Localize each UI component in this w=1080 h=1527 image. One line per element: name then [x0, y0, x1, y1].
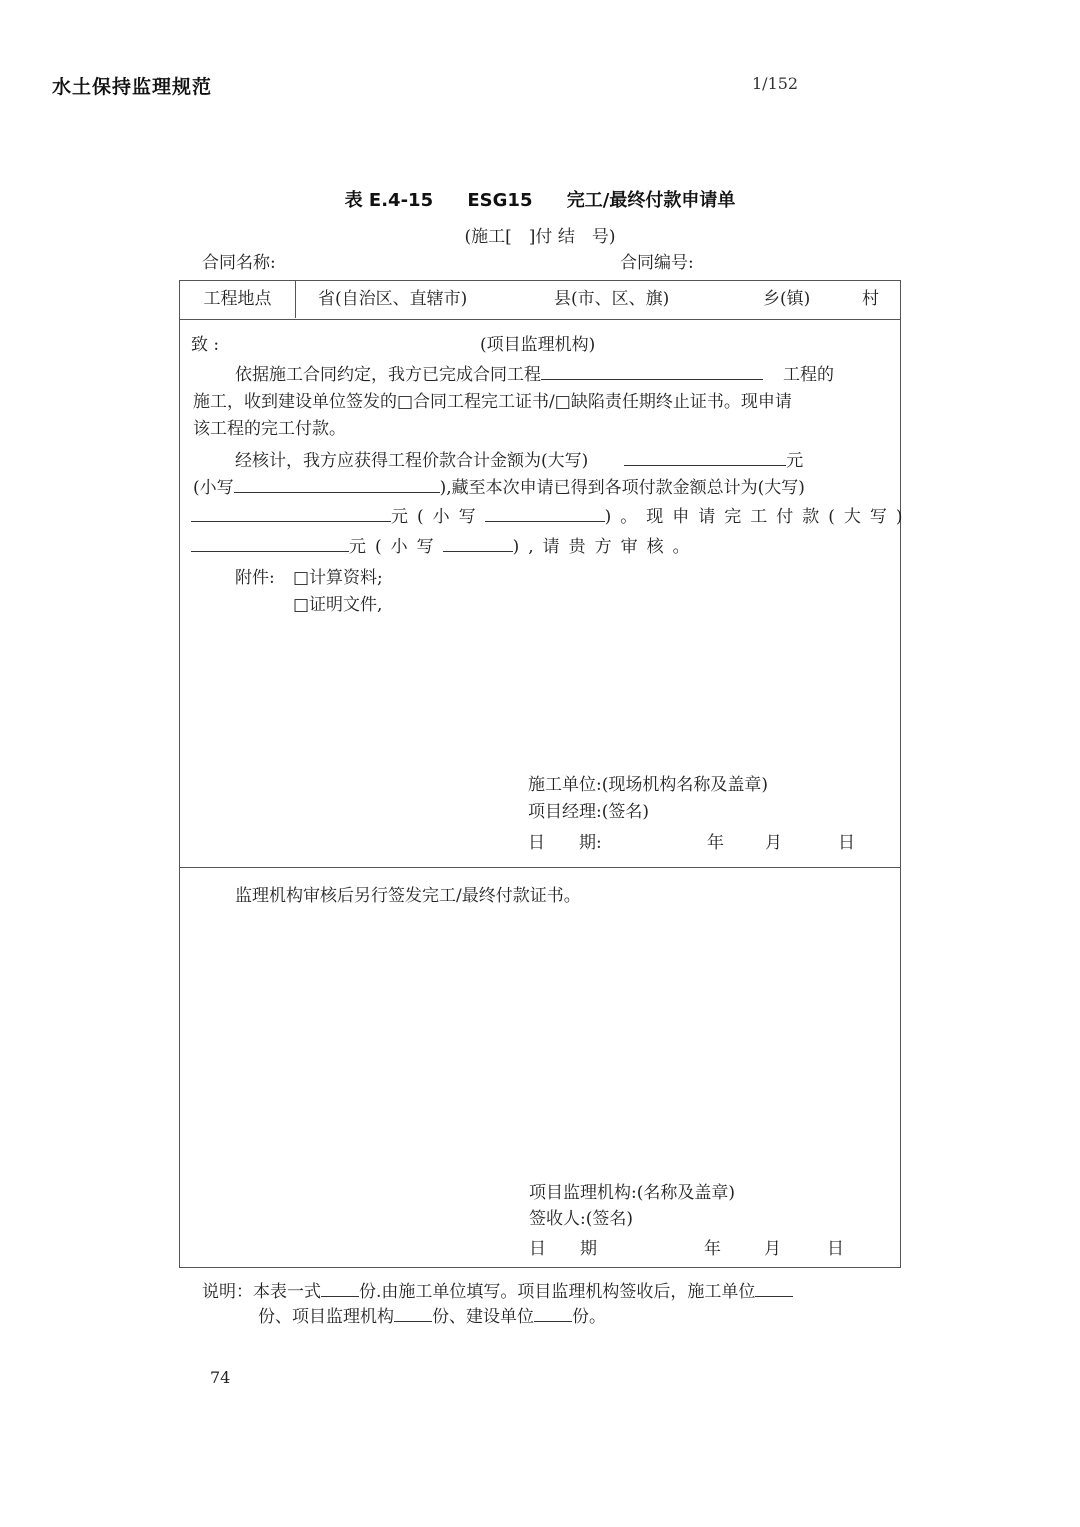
p2-text-a: 经核计，我方应获得工程价款合计金额为(大写): [235, 451, 589, 471]
review-year: 年: [704, 1239, 721, 1259]
table-number: 表 E.4-15: [344, 190, 434, 211]
contractor-sign-unit: 施工单位:(现场机构名称及盖章): [528, 775, 768, 795]
paragraph-2-line-4: [191, 532, 699, 557]
application-form-table: [179, 280, 912, 1268]
note-text-2c: 份。: [572, 1307, 606, 1327]
attachment-proof-checkbox[interactable]: □证明文件,: [293, 595, 383, 615]
location-label: 工程地点: [180, 281, 296, 318]
application-month: 月: [765, 833, 782, 853]
location-county: 县(市、区、旗): [554, 289, 670, 309]
form-title: [0, 186, 1080, 212]
recipient-label: (项目监理机构): [480, 335, 596, 355]
p1-text-b: 工程的: [783, 365, 834, 385]
review-month: 月: [764, 1239, 781, 1259]
note-text-2b: 份、建设单位: [432, 1307, 534, 1327]
p2-text-b2: ),藏至本次申请已得到各项付款金额总计为(大写): [439, 478, 805, 498]
review-text: 监理机构审核后另行签发完工/最终付款证书。: [235, 886, 581, 906]
note-text-1b: 份.由施工单位填写。项目监理机构签收后，施工单位: [359, 1282, 756, 1302]
page-number: 74: [210, 1368, 231, 1387]
copies-supervision-blank[interactable]: [394, 1305, 432, 1322]
request-amount-lower-blank[interactable]: [443, 535, 513, 552]
p2-text-c1: 元(小写: [391, 507, 485, 527]
form-name: 完工/最终付款申请单: [566, 190, 736, 211]
paragraph-2-line-1: [235, 446, 803, 471]
request-amount-upper-blank[interactable]: [191, 535, 349, 552]
project-name-blank[interactable]: [541, 363, 763, 380]
attachment-calculation-checkbox[interactable]: □计算资料;: [293, 568, 383, 588]
copies-owner-blank[interactable]: [534, 1305, 572, 1322]
total-amount-upper-blank[interactable]: [624, 449, 786, 466]
application-section: [180, 320, 912, 868]
review-date-label: 日 期: [529, 1239, 597, 1259]
application-year: 年: [707, 833, 724, 853]
p1-text-a: 依据施工合同约定，我方已完成合同工程: [235, 365, 541, 385]
note-text-1a: 说明：本表一式: [202, 1282, 321, 1302]
p2-text-c2: )。现申请完工付款(大写): [604, 507, 912, 527]
location-row: [180, 281, 900, 320]
supervision-org-sign: 项目监理机构:(名称及盖章): [529, 1183, 735, 1203]
paragraph-1-line-3: 该工程的完工付款。: [193, 419, 346, 439]
total-amount-lower-blank[interactable]: [234, 476, 440, 493]
note-line-2: [202, 1305, 793, 1330]
review-section: [180, 868, 900, 1266]
paid-amount-upper-blank[interactable]: [191, 505, 391, 522]
application-date-label: 日 期:: [528, 833, 602, 853]
page-indicator: 1/152: [752, 74, 799, 93]
paragraph-1-line-1: [235, 360, 834, 385]
p2-text-d1: 元(小写: [349, 537, 443, 557]
review-day: 日: [827, 1239, 844, 1259]
to-label: 致 :: [191, 335, 220, 355]
paragraph-2-line-2: [193, 473, 805, 498]
receiver-sign: 签收人:(签名): [529, 1209, 633, 1229]
paragraph-1-line-2: 施工，收到建设单位签发的□合同工程完工证书/□缺陷责任期终止证书。现申请: [193, 392, 792, 412]
paragraph-2-line-3: [191, 502, 912, 527]
note-text-2a: 份、项目监理机构: [258, 1307, 394, 1327]
application-day: 日: [838, 833, 855, 853]
copies-total-blank[interactable]: [321, 1280, 359, 1297]
location-township: 乡(镇): [763, 289, 811, 309]
attachment-label: 附件:: [235, 568, 275, 588]
p2-yuan: 元: [786, 451, 804, 471]
form-note: [202, 1280, 793, 1330]
location-province: 省(自治区、直辖市): [318, 289, 468, 309]
contract-name-label: 合同名称:: [202, 253, 276, 273]
paid-amount-lower-blank[interactable]: [485, 505, 605, 522]
copies-contractor-blank[interactable]: [755, 1280, 793, 1297]
note-line-1: [202, 1280, 793, 1305]
p2-text-d2: ),请贵方审核。: [512, 537, 699, 557]
document-header-title: 水土保持监理规范: [52, 76, 213, 98]
location-village: 村: [862, 289, 879, 309]
contract-number-label: 合同编号:: [620, 253, 694, 273]
form-subtitle: (施工[ ]付 结 号): [464, 227, 616, 247]
p2-text-b1: (小写: [193, 478, 234, 498]
project-manager-sign: 项目经理:(签名): [528, 802, 649, 822]
form-code: ESG15: [467, 190, 533, 211]
